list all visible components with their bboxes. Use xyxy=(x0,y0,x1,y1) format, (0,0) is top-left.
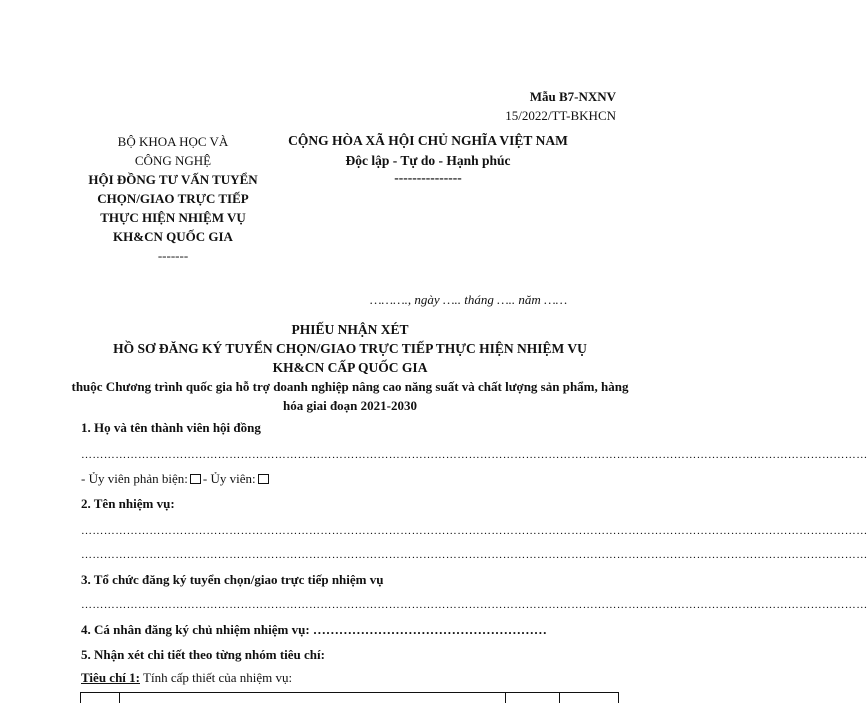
ministry-name: BỘ KHOA HỌC VÀ CÔNG NGHỆ xyxy=(117,134,229,168)
dotted-line: ……………………………………………………………………………………………………………………………………………………………………………………… xyxy=(81,449,868,461)
date-line: ………., ngày ….. tháng ….. năm …… xyxy=(370,292,568,307)
member-checkbox[interactable] xyxy=(258,474,269,484)
criteria-1-label: Tiêu chí 1: xyxy=(81,670,140,685)
section-5-heading: 5. Nhận xét chi tiết theo từng nhóm tiêu chí: xyxy=(81,647,325,662)
dotted-line: ……………………………………………………………………………………………………………………………………………………………………………………… xyxy=(81,599,868,611)
criteria-table xyxy=(80,692,619,703)
council-name: HỘI ĐỒNG TƯ VẤN TUYỂN CHỌN/GIAO TRỰC TIẾP THỰC HIỆN NHIỆM VỤ KH&CN QUỐC GIA xyxy=(88,172,258,244)
document-title xyxy=(70,320,630,415)
reviewer-label: - Ủy viên phản biện: xyxy=(81,471,188,486)
section-2-heading: 2. Tên nhiệm vụ: xyxy=(81,496,175,511)
dotted-line: ……………………………………………………………………………………………………………………………………………………………………………………… xyxy=(81,549,868,561)
nation-motto: Độc lập - Tự do - Hạnh phúc xyxy=(345,153,511,168)
table-column-divider xyxy=(505,693,506,703)
form-code: Mẫu B7-NXNV xyxy=(529,89,616,104)
section-1-heading: 1. Họ và tên thành viên hội đồng xyxy=(81,420,261,435)
agency-block xyxy=(78,132,268,265)
nation-name: CỘNG HÒA XÃ HỘI CHỦ NGHĨA VIỆT NAM xyxy=(288,133,568,148)
table-column-divider xyxy=(559,693,560,703)
title-line-3: thuộc Chương trình quốc gia hỗ trợ doanh nghiệp nâng cao năng suất và chất lượng sản phẩm, hàng hóa giai đoạn 2021-2030 xyxy=(71,379,629,413)
reviewer-checkbox[interactable] xyxy=(190,474,201,484)
member-label: - Ủy viên: xyxy=(202,471,256,486)
nation-block xyxy=(268,131,588,185)
section-4-heading: 4. Cá nhân đăng ký chủ nhiệm nhiệm vụ: ……………………………………………… xyxy=(81,622,547,637)
table-column-divider xyxy=(119,693,120,703)
nation-underline: --------------- xyxy=(394,170,462,185)
member-roles xyxy=(81,471,271,487)
agency-underline: ------- xyxy=(157,248,189,263)
form-reference: 15/2022/TT-BKHCN xyxy=(505,108,616,123)
criteria-1-text: Tính cấp thiết của nhiệm vụ: xyxy=(140,670,293,685)
section-3-heading: 3. Tổ chức đăng ký tuyển chọn/giao trực tiếp nhiệm vụ xyxy=(81,572,384,587)
title-line-2: HỒ SƠ ĐĂNG KÝ TUYỂN CHỌN/GIAO TRỰC TIẾP THỰC HIỆN NHIỆM VỤ KH&CN CẤP QUỐC GIA xyxy=(113,341,587,375)
criteria-1 xyxy=(81,670,292,686)
title-line-1: PHIẾU NHẬN XÉT xyxy=(291,322,409,337)
dotted-line: ……………………………………………………………………………………………………………………………………………………………………………………… xyxy=(81,525,868,537)
